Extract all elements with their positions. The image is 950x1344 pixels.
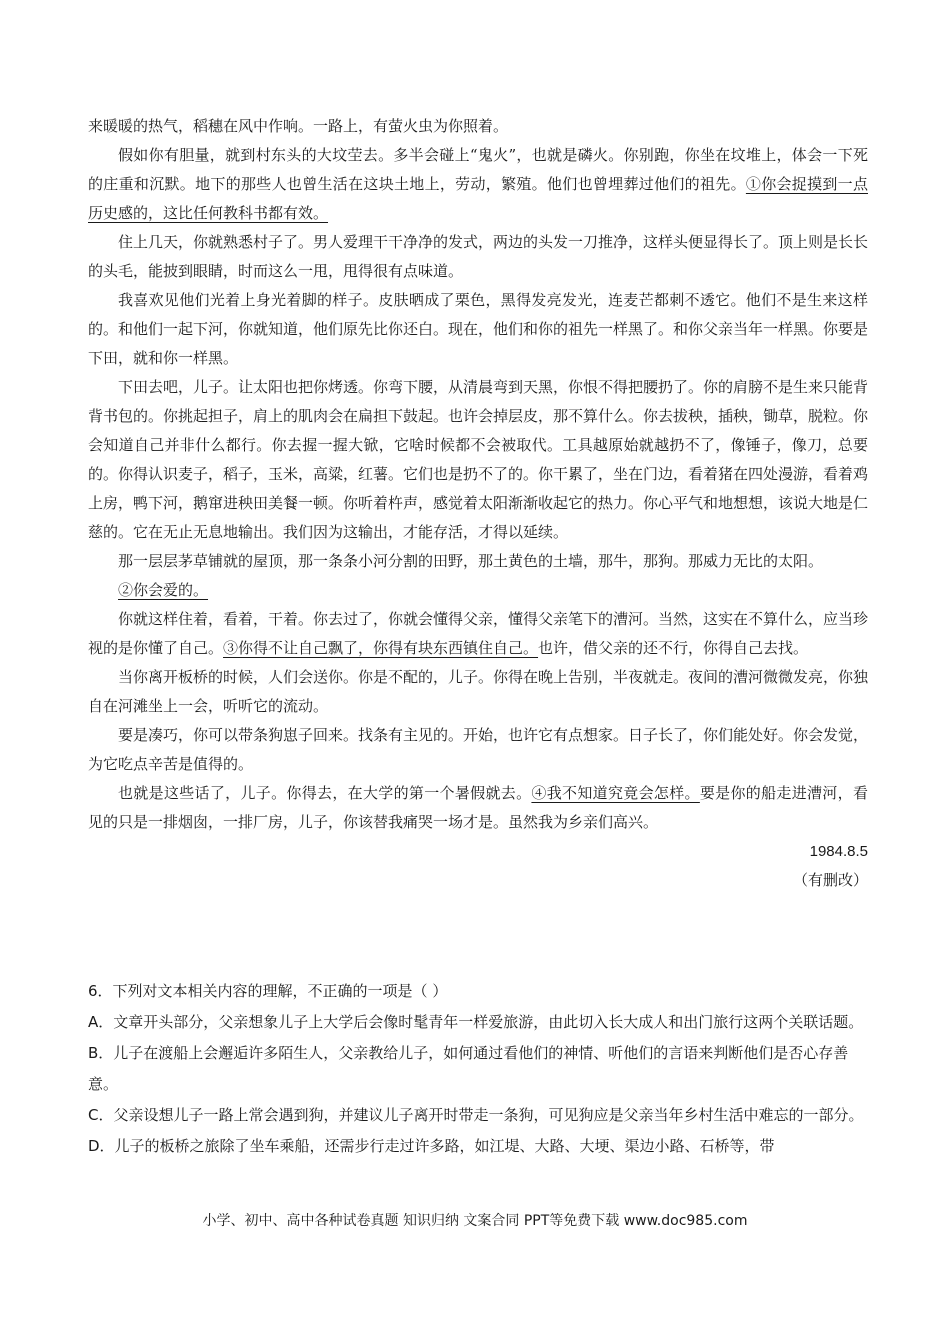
paragraph	[88, 605, 868, 663]
option-d: D．儿子的板桥之旅除了坐车乘船，还需步行走过许多路，如江堤、大路、大埂、渠边小路、石桥等，带	[88, 1137, 775, 1155]
revision-note: （有删改）	[792, 871, 868, 889]
question-6	[88, 976, 868, 1162]
paragraph	[88, 779, 868, 837]
option-a: A．文章开头部分，父亲想象儿子上大学后会像时髦青年一样爱旅游，由此切入长大成人和出门旅行这两个关联话题。	[88, 1013, 864, 1031]
paragraph: 那一层层茅草铺就的屋顶，那一条条小河分割的田野，那土黄色的土墙，那牛，那狗。那威力无比的太阳。	[118, 552, 824, 570]
reading-passage	[88, 112, 868, 895]
paragraph: 要是凑巧，你可以带条狗崽子回来。找条有主见的。开始，也许它有点想家。日子长了，你们能处好。你会发觉，为它吃点辛苦是值得的。	[88, 726, 869, 773]
underlined-sentence-4: ④我不知道究竟会怎样。	[531, 784, 700, 802]
essay-date: 1984.8.5	[809, 843, 868, 860]
paragraph: 我喜欢见他们光着上身光着脚的样子。皮肤晒成了栗色，黑得发亮发光，连麦芒都刺不透它。他们不是生来这样的。和他们一起下河，你就知道，他们原先比你还白。现在，他们和你的祖先一样黑了。和你父亲当年一样黑。你要是下田，就和你一样黑。	[88, 291, 869, 367]
question-stem: 6．下列对文本相关内容的理解，不正确的一项是（ ）	[88, 982, 448, 1000]
paragraph-text: 你就这样住着，看着，干着。你去过了，你就会懂得父亲，懂得父亲笔下的漕河。当然，这实在不算什么，应当珍视的是你懂了自己。	[88, 610, 869, 657]
paragraph: 住上几天，你就熟悉村子了。男人爱理干干净净的发式，两边的头发一刀推净，这样头便显得长了。顶上则是长长的头毛，能披到眼睛，时而这么一甩，甩得很有点味道。	[88, 233, 869, 280]
option-c: C．父亲设想儿子一路上常会遇到狗，并建议儿子离开时带走一条狗，可见狗应是父亲当年乡村生活中难忘的一部分。	[88, 1106, 864, 1124]
underlined-sentence-1: ①你会捉摸到一点历史感的，这比任何教科书都有效。	[88, 175, 868, 222]
paragraph	[88, 141, 868, 228]
paragraph: 来暖暖的热气，稻穗在风中作响。一路上，有萤火虫为你照着。	[88, 117, 509, 135]
paragraph	[88, 576, 868, 605]
paragraph: 当你离开板桥的时候，人们会送你。你是不配的，儿子。你得在晚上告别，半夜就走。夜间的漕河微微发亮，你独自在河滩坐上一会，听听它的流动。	[88, 668, 869, 715]
paragraph-text: 也许，借父亲的还不行，你得自己去找。	[538, 639, 809, 657]
paragraph-text: 假如你有胆量，就到村东头的大坟茔去。多半会碰上“鬼火”，也就是磷火。你别跑，你坐在坟堆上，体会一下死的庄重和沉默。地下的那些人也曾生活在这块土地上，劳动，繁殖。他们也曾埋葬过他们的祖先。	[88, 146, 868, 193]
paragraph-text: 要是你的船走进漕河，看见的只是一排烟囱，一排厂房，儿子，你该替我痛哭一场才是。虽然我为乡亲们高兴。	[88, 784, 868, 831]
underlined-sentence-3: ③你得不让自己飘了，你得有块东西镇住自己。	[223, 639, 539, 657]
option-b: B．儿子在渡船上会邂逅许多陌生人，父亲教给儿子，如何通过看他们的神情、听他们的言语来判断他们是否心存善意。	[88, 1044, 849, 1093]
paragraph-text: 也就是这些话了，儿子。你得去，在大学的第一个暑假就去。	[118, 784, 532, 802]
paragraph: 下田去吧，儿子。让太阳也把你烤透。你弯下腰，从清晨弯到天黑，你恨不得把腰扔了。你的肩膀不是生来只能背背书包的。你挑起担子，肩上的肌肉会在扁担下鼓起。也许会掉层皮，那不算什么。你去拔秧，插秧，锄草，脱粒。你会知道自己并非什么都行。你去握一握大锨，它啥时候都不会被取代。工具越原始就越扔不了，像锤子，像刀，总要的。你得认识麦子，稻子，玉米，高粱，红薯。它们也是扔不了的。你干累了，坐在门边，看着猪在四处漫游，看着鸡上房，鸭下河，鹅窜进秧田美餐一顿。你听着杵声，感觉着太阳渐渐收起它的热力。你心平气和地想想，该说大地是仁慈的。它在无止无息地输出。我们因为这输出，才能存活，才得以延续。	[88, 378, 869, 541]
page-footer: 小学、初中、高中各种试卷真题 知识归纳 文案合同 PPT等免费下载 www.doc985.com	[202, 1213, 748, 1229]
underlined-sentence-2: ②你会爱的。	[118, 581, 209, 599]
